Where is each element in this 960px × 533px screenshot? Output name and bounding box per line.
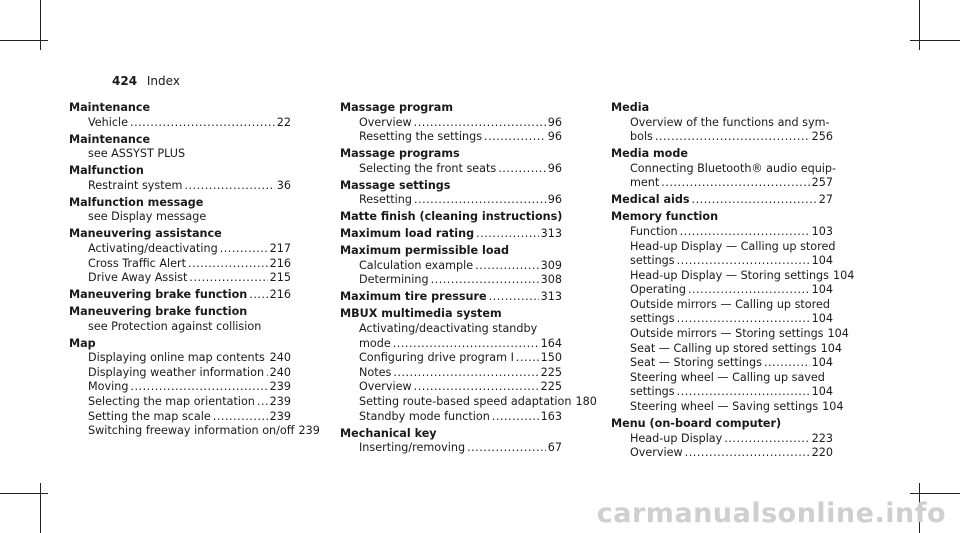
- subentry-text: Displaying online map contents: [88, 351, 265, 365]
- page-reference: 313: [540, 290, 562, 304]
- index-column-3: [611, 101, 855, 463]
- page-reference: 96: [547, 115, 562, 129]
- page-reference: 104: [827, 327, 849, 341]
- index-entry: [69, 101, 291, 130]
- leader-dots: [680, 225, 810, 240]
- leader-dots: [249, 288, 267, 303]
- page-reference: 309: [540, 258, 562, 272]
- page-reference: 96: [547, 193, 562, 207]
- crop-mark: [0, 493, 48, 494]
- page-reference: 308: [540, 273, 562, 287]
- subentry-text: Setting route-based speed adaptation: [359, 395, 572, 409]
- index-entry: [69, 164, 291, 193]
- index-entry: [69, 227, 291, 285]
- subentry-text: Outside mirrors — Storing settings: [630, 327, 824, 341]
- leader-dots: [685, 446, 810, 461]
- leader-dots: [498, 162, 546, 177]
- subentry-text: Configuring drive program I: [359, 351, 514, 365]
- page-reference: 216: [269, 288, 291, 302]
- subentry-text: settings: [630, 385, 675, 399]
- index-entry: [611, 193, 833, 208]
- index-subentry: [88, 179, 291, 194]
- leader-dots: [267, 351, 268, 366]
- index-entry: [340, 101, 562, 145]
- subentry-text: Overview: [630, 446, 683, 460]
- index-subentry: [88, 257, 291, 272]
- index-subentry: Steering wheel — Calling up saved: [630, 370, 825, 384]
- leader-dots: [184, 179, 274, 194]
- index-subentry: see ASSYST PLUS: [88, 147, 186, 161]
- index-subentry: [359, 395, 597, 410]
- leader-dots: [764, 356, 810, 371]
- crop-mark: [910, 493, 960, 494]
- page-reference: 36: [276, 178, 291, 192]
- index-heading: Malfunction message: [69, 195, 204, 209]
- leader-dots: [489, 290, 539, 305]
- subentry-text: Standby mode function: [359, 409, 490, 423]
- index-heading: [69, 288, 291, 303]
- index-entry: [69, 305, 291, 334]
- index-subentry: [630, 327, 849, 342]
- page-number: 424: [112, 74, 138, 88]
- index-subentry: [359, 380, 562, 395]
- index-subentry: [359, 366, 562, 381]
- index-entry: [340, 210, 562, 225]
- subentry-text: Overview: [359, 380, 412, 394]
- subentry-text: Seat — Calling up stored settings: [630, 341, 817, 355]
- index-subentry: [630, 356, 833, 371]
- index-entry: [69, 288, 291, 303]
- index-heading: MBUX multimedia system: [340, 307, 502, 321]
- index-subentry: Outside mirrors — Calling up stored: [630, 297, 830, 311]
- index-subentry: [359, 259, 562, 274]
- page-reference: 104: [811, 283, 833, 297]
- index-subentry: [630, 400, 844, 415]
- index-heading: Maintenance: [69, 132, 151, 146]
- index-heading: Menu (on-board computer): [611, 417, 782, 431]
- subentry-text: Determining: [359, 273, 429, 287]
- subentry-text: Selecting the map orientation: [88, 395, 255, 409]
- index-subentry: [359, 193, 562, 208]
- page-reference: 104: [822, 400, 844, 414]
- leader-dots: [189, 271, 267, 286]
- leader-dots: [724, 432, 809, 447]
- index-subentry: Connecting Bluetooth® audio equip-: [630, 161, 837, 175]
- index-subentry: [88, 242, 291, 257]
- page-header: [112, 74, 180, 88]
- index-heading: Maneuvering brake function: [69, 305, 248, 319]
- index-entry: [340, 307, 597, 424]
- leader-dots: [475, 259, 539, 274]
- section-title: Index: [146, 74, 180, 88]
- leader-dots: [393, 366, 538, 381]
- index-heading: Maintenance: [69, 101, 151, 114]
- page-reference: 239: [298, 424, 320, 438]
- subentry-text: Restraint system: [88, 178, 183, 192]
- subentry-text: bols: [630, 130, 653, 144]
- index-subentry: Overview of the functions and sym-: [630, 115, 830, 129]
- page-reference: 223: [811, 431, 833, 445]
- heading-text: Maximum load rating: [340, 227, 475, 241]
- index-heading: [340, 290, 562, 305]
- index-heading: [340, 227, 562, 242]
- subentry-text: Switching freeway information on/off: [88, 424, 295, 438]
- subentry-text: Calculation example: [359, 258, 474, 272]
- leader-dots: [266, 366, 268, 381]
- leader-dots: [130, 116, 275, 131]
- leader-dots: [431, 273, 539, 288]
- page-reference: 103: [811, 224, 833, 238]
- page-reference: 96: [547, 161, 562, 175]
- page-reference: 104: [811, 356, 833, 370]
- subentry-text: Inserting/removing: [359, 441, 466, 455]
- subentry-text: ment: [630, 176, 660, 190]
- index-subentry: [359, 441, 562, 456]
- index-heading: Memory function: [611, 210, 719, 224]
- page-reference: 256: [811, 130, 833, 144]
- index-heading: [340, 210, 562, 225]
- index-subentry: [359, 116, 562, 131]
- page-reference: 67: [547, 441, 562, 455]
- index-subentry: [88, 395, 291, 410]
- index-subentry: [359, 162, 562, 177]
- index-heading: Media mode: [611, 147, 688, 161]
- index-subentry: [630, 176, 833, 191]
- page-reference: 217: [269, 241, 291, 255]
- heading-text: Matte finish (cleaning instructions): [340, 210, 562, 224]
- index-subentry: [88, 116, 291, 131]
- page-reference: 240: [269, 365, 291, 379]
- index-subentry: [88, 380, 291, 395]
- index-subentry: [88, 424, 320, 439]
- index-entry: [69, 133, 291, 162]
- subentry-text: Head-up Display — Storing settings: [630, 268, 829, 282]
- leader-dots: [130, 380, 267, 395]
- page-reference: 215: [269, 271, 291, 285]
- index-heading: Malfunction: [69, 164, 144, 178]
- subentry-text: settings: [630, 254, 675, 268]
- index-subentry: [630, 312, 833, 327]
- leader-dots: [257, 395, 268, 410]
- leader-dots: [661, 176, 809, 191]
- index-subentry: [88, 351, 291, 366]
- index-entry: [340, 179, 562, 208]
- index-entry: [340, 147, 562, 176]
- index-subentry: [630, 446, 833, 461]
- subentry-text: Selecting the front seats: [359, 161, 497, 175]
- leader-dots: [414, 380, 539, 395]
- leader-dots: [516, 351, 539, 366]
- subentry-text: Resetting: [359, 193, 412, 207]
- index-subentry: [630, 225, 833, 240]
- index-subentry: see Protection against collision: [88, 319, 262, 333]
- leader-dots: [476, 227, 539, 242]
- page-reference: 22: [276, 115, 291, 129]
- index-entry: [340, 244, 562, 288]
- subentry-text: Displaying weather information: [88, 365, 265, 379]
- page-reference: 163: [540, 409, 562, 423]
- subentry-text: Overview: [359, 115, 412, 129]
- leader-dots: [677, 254, 810, 269]
- index-heading: Maximum permissible load: [340, 244, 510, 258]
- subentry-text: Seat — Storing settings: [630, 356, 762, 370]
- page-reference: 150: [540, 351, 562, 365]
- index-subentry: [630, 254, 833, 269]
- subentry-text: Vehicle: [88, 115, 129, 129]
- leader-dots: [677, 312, 810, 327]
- index-subentry: [630, 130, 833, 145]
- watermark: carmanualsonline.info: [596, 498, 946, 529]
- subentry-text: Notes: [359, 365, 392, 379]
- leader-dots: [467, 441, 546, 456]
- index-column-1: [69, 101, 320, 441]
- page-reference: 27: [818, 193, 833, 207]
- leader-dots: [677, 385, 810, 400]
- leader-dots: [213, 410, 268, 425]
- index-subentry: see Display message: [88, 210, 207, 224]
- subentry-text: Operating: [630, 283, 686, 297]
- leader-dots: [414, 193, 546, 208]
- subentry-text: Cross Traffic Alert: [88, 256, 187, 270]
- leader-dots: [220, 242, 268, 257]
- page-reference: 313: [540, 227, 562, 241]
- heading-text: Medical aids: [611, 193, 690, 207]
- crop-mark: [0, 40, 48, 41]
- index-subentry: [359, 273, 562, 288]
- page-reference: 104: [811, 254, 833, 268]
- index-heading: Massage settings: [340, 178, 451, 192]
- page-reference: 104: [832, 268, 855, 282]
- page-reference: 96: [547, 130, 562, 144]
- index-heading: Maneuvering assistance: [69, 227, 222, 241]
- index-entry: [69, 196, 291, 225]
- index-entry: [611, 101, 833, 145]
- subentry-text: Drive Away Assist: [88, 271, 188, 285]
- index-subentry: [359, 410, 562, 425]
- index-subentry: [359, 337, 562, 352]
- index-entry: [69, 336, 320, 439]
- leader-dots: [692, 193, 817, 208]
- index-subentry: Activating/deactivating standby: [359, 322, 538, 336]
- index-heading: Map: [69, 336, 96, 350]
- index-subentry: Head-up Display — Calling up stored: [630, 239, 836, 253]
- crop-mark: [919, 0, 920, 50]
- index-subentry: [88, 410, 291, 425]
- leader-dots: [655, 130, 810, 145]
- page-reference: 180: [575, 395, 597, 409]
- page-reference: 225: [540, 365, 562, 379]
- crop-mark: [910, 40, 960, 41]
- page-reference: 240: [269, 351, 291, 365]
- heading-text: Maneuvering brake function: [69, 288, 248, 302]
- page-reference: 257: [811, 176, 833, 190]
- subentry-text: Setting the map scale: [88, 409, 211, 423]
- page-reference: 225: [540, 380, 562, 394]
- subentry-text: Resetting the settings: [359, 130, 483, 144]
- leader-dots: [393, 337, 539, 352]
- page-reference: 239: [269, 380, 291, 394]
- index-heading: [611, 193, 833, 208]
- index-entry: [611, 210, 855, 414]
- subentry-text: mode: [359, 336, 391, 350]
- subentry-text: Head-up Display: [630, 431, 723, 445]
- index-subentry: [88, 366, 291, 381]
- index-subentry: [359, 130, 562, 145]
- page-reference: 104: [811, 312, 833, 326]
- index-subentry: [630, 385, 833, 400]
- crop-mark: [40, 0, 41, 50]
- leader-dots: [414, 116, 546, 131]
- index-entry: [611, 417, 833, 461]
- index-subentry: [359, 351, 562, 366]
- subentry-text: Steering wheel — Saving settings: [630, 400, 819, 414]
- subentry-text: Moving: [88, 380, 129, 394]
- index-heading: Mechanical key: [340, 426, 437, 440]
- page-reference: 104: [820, 341, 842, 355]
- leader-dots: [484, 130, 546, 145]
- index-heading: Massage program: [340, 101, 453, 114]
- index-heading: Massage programs: [340, 147, 460, 161]
- leader-dots: [492, 410, 539, 425]
- index-subentry: [630, 283, 833, 298]
- page-reference: 239: [269, 395, 291, 409]
- index-heading: Media: [611, 101, 650, 114]
- crop-mark: [40, 483, 41, 533]
- leader-dots: [688, 283, 810, 298]
- index-entry: [611, 147, 837, 191]
- leader-dots: [188, 257, 268, 272]
- page-reference: 216: [269, 256, 291, 270]
- page-reference: 239: [269, 409, 291, 423]
- heading-text: Maximum tire pressure: [340, 290, 487, 304]
- index-entry: [340, 227, 562, 242]
- index-entry: [340, 427, 562, 456]
- index-subentry: [630, 432, 833, 447]
- index-subentry: [88, 271, 291, 286]
- index-subentry: [630, 341, 842, 357]
- subentry-text: Activating/deactivating: [88, 241, 218, 255]
- page-reference: 220: [811, 446, 833, 460]
- index-entry: [340, 290, 562, 305]
- page-reference: 164: [540, 336, 562, 350]
- subentry-text: settings: [630, 312, 675, 326]
- page-reference: 104: [811, 385, 833, 399]
- index-column-2: [340, 101, 597, 458]
- subentry-text: Function: [630, 224, 678, 238]
- index-subentry: [630, 268, 855, 284]
